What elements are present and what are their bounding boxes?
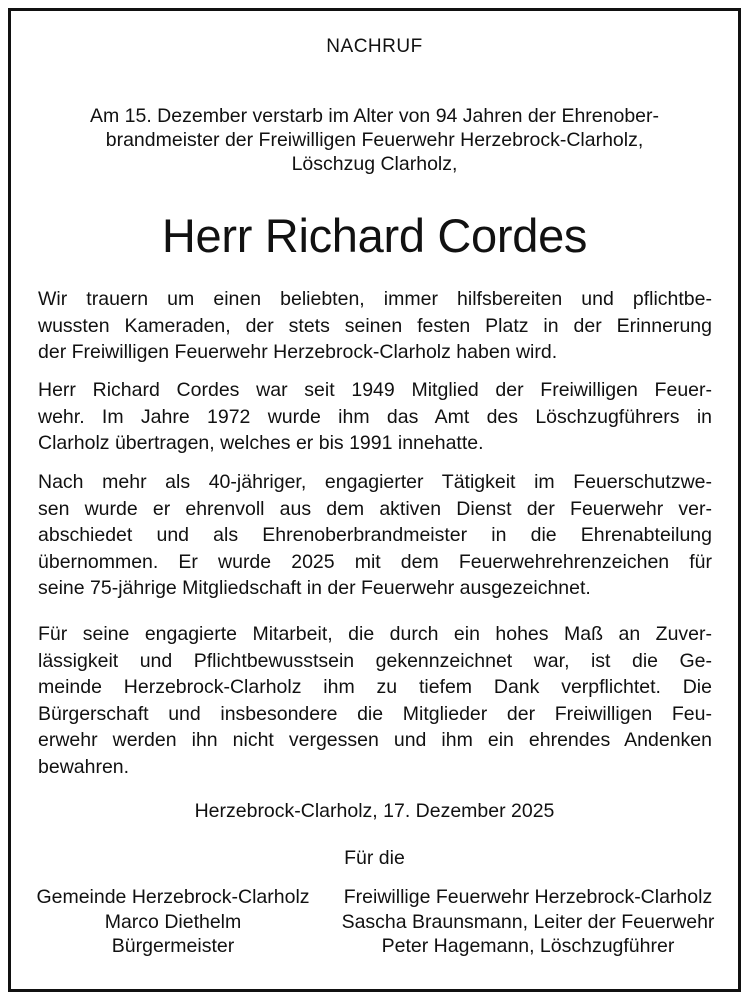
paragraph-line: bewahren. bbox=[38, 755, 130, 778]
paragraph-line: lässigkeit und Pflichtbewusstsein gekennzeichnet war, ist die Ge- bbox=[38, 649, 712, 672]
paragraph-line: Bürgerschaft und insbesondere die Mitglieder der Freiwilligen Feu- bbox=[38, 702, 712, 725]
paragraph-line: abschiedet und als Ehrenoberbrandmeister in die Ehrenabteilung bbox=[38, 524, 712, 546]
paragraph-line: Herr Richard Cordes war seit 1949 Mitglied der Freiwilligen Feuer- bbox=[38, 379, 712, 401]
deceased-name: Herr Richard Cordes bbox=[161, 209, 588, 262]
paragraph-line: meinde Herzebrock-Clarholz ihm zu tiefem Dank verpflichtet. Die bbox=[38, 676, 712, 698]
signatory-municipality bbox=[18, 885, 328, 959]
intro-text bbox=[40, 104, 709, 176]
paragraph-line: wussten Kameraden, der stets seinen festen Platz in der Erinnerung bbox=[38, 314, 712, 337]
signatory-person: Sascha Braunsmann, Leiter der Feuerwehr bbox=[341, 910, 715, 933]
signatory-fire-brigade bbox=[328, 885, 728, 959]
signatory-title: Bürgermeister bbox=[111, 935, 235, 957]
intro-line: brandmeister der Freiwilligen Feuerwehr Herzebrock-Clarholz, bbox=[105, 129, 644, 151]
paragraph-line: Für seine engagierte Mitarbeit, die durch ein hohes Maß an Zuver- bbox=[38, 623, 712, 645]
obituary-heading: NACHRUF bbox=[326, 36, 423, 57]
paragraph-membership bbox=[38, 377, 712, 457]
paragraph-retirement bbox=[38, 469, 712, 602]
paragraph-line: Nach mehr als 40-jähriger, engagierter Tätigkeit im Feuerschutzwe- bbox=[38, 471, 712, 493]
paragraph-line: seine 75-jährige Mitgliedschaft in der Feuerwehr ausgezeichnet. bbox=[38, 577, 591, 599]
intro-line: Am 15. Dezember verstarb im Alter von 94 Jahren der Ehrenober- bbox=[89, 105, 659, 127]
paragraph-line: Clarholz übertragen, welches er bis 1991 innehatte. bbox=[38, 432, 484, 454]
paragraph-line: übernommen. Er wurde 2025 mit dem Feuerwehrehrenzeichen für bbox=[38, 550, 712, 573]
paragraph-line: wehr. Im Jahre 1972 wurde ihm das Amt des Löschzugführers in bbox=[38, 405, 712, 428]
paragraph-gratitude bbox=[38, 621, 712, 780]
paragraph-line: erwehr werden ihn nicht vergessen und ihm ein ehrendes Andenken bbox=[38, 729, 712, 751]
on-behalf-label: Für die bbox=[344, 847, 405, 869]
paragraph-mourning bbox=[38, 286, 712, 366]
paragraph-line: Wir trauern um einen beliebten, immer hilfsbereiten und pflichtbe- bbox=[38, 288, 712, 310]
paragraph-line: sen wurde er ehrenvoll aus dem aktiven Dienst der Feuerwehr ver- bbox=[38, 497, 712, 520]
intro-line: Löschzug Clarholz, bbox=[291, 153, 458, 175]
signatory-organization: Gemeinde Herzebrock-Clarholz bbox=[36, 886, 310, 908]
signatory-organization: Freiwillige Feuerwehr Herzebrock-Clarholz bbox=[343, 886, 713, 908]
signatory-person: Marco Diethelm bbox=[104, 910, 242, 933]
paragraph-line: der Freiwilligen Feuerwehr Herzebrock-Clarholz haben wird. bbox=[38, 341, 558, 363]
place-and-date: Herzebrock-Clarholz, 17. Dezember 2025 bbox=[194, 800, 555, 822]
signatory-person: Peter Hagemann, Löschzugführer bbox=[381, 935, 675, 957]
